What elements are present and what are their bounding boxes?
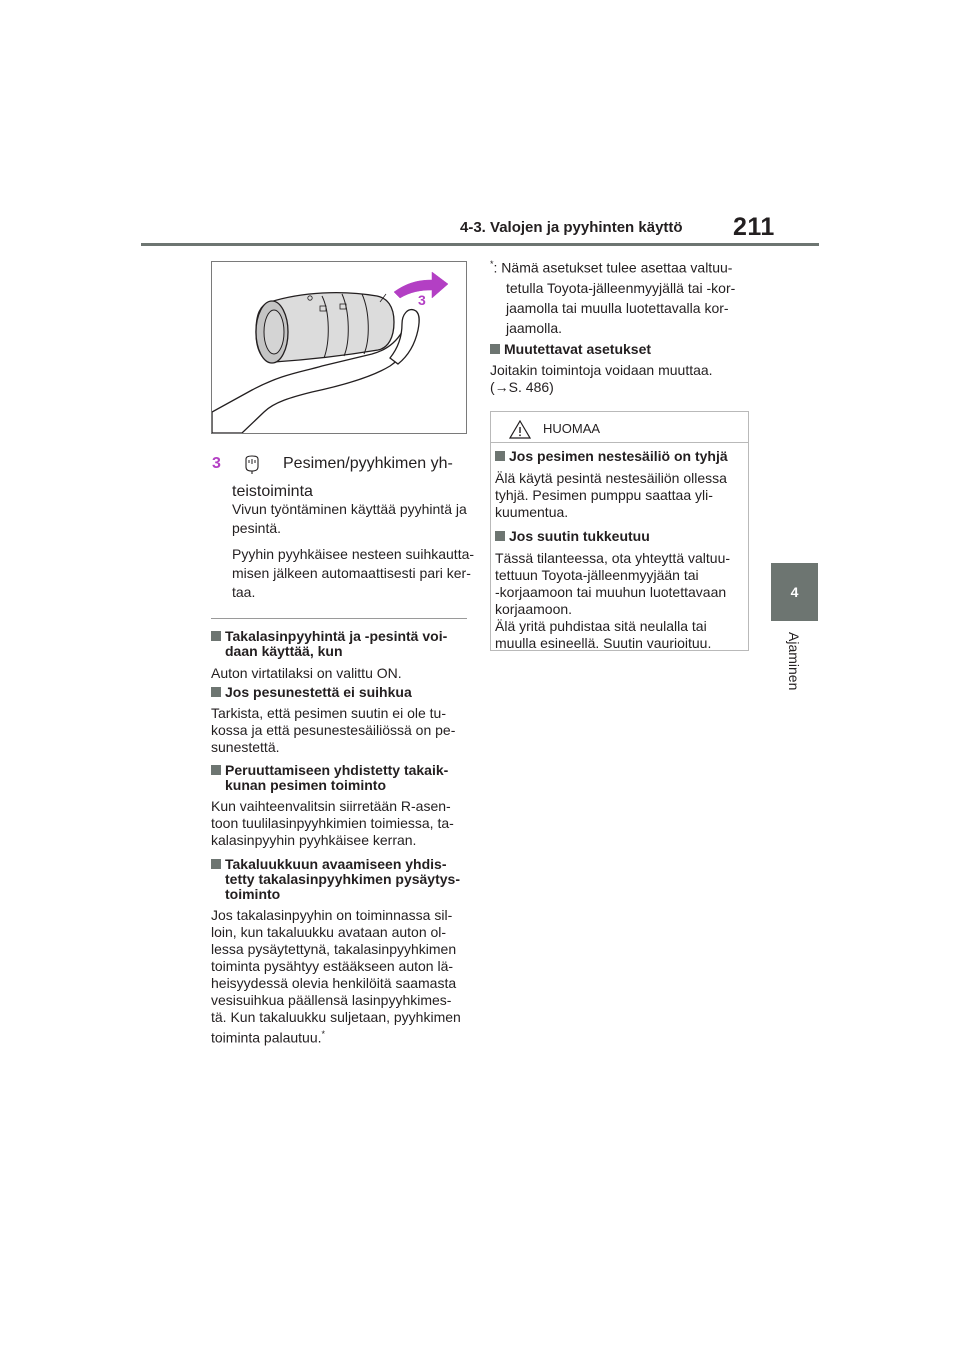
text-line: Tarkista, että pesimen suutin ei ole tu- [211,705,447,721]
item-number: 3 [212,455,221,472]
text-line: -korjaamoon tai muuhun luotettavaan [495,584,727,600]
section-divider [211,618,467,619]
text-line: Kun vaihteenvalitsin siirretään R-asen- [211,798,451,814]
section-heading: Takalasinpyyhintä ja -pesintä voi- daan käyttää, kun [211,629,473,659]
text-line: lessa pysäytettynä, takalasinpyyhkimen [211,941,457,957]
footnote-mark: * [321,1029,326,1039]
section-tailgate-wiper-stop [211,857,473,1047]
section-heading: Jos pesimen nestesäiliö on tyhjä [495,449,745,464]
text-line: Joitakin toimintoja voidaan muuttaa. [490,362,713,378]
text-line: toiminta palautuu.* [211,1029,326,1046]
text-line: tä. Kun takaluukku suljetaan, pyyhkimen [211,1009,461,1025]
chapter-tab[interactable] [771,563,818,621]
footnote-mark: * [490,259,494,269]
item-title-line1: Pesimen/pyyhkimen yh- [283,455,453,472]
text-line: kossa ja että pesunestesäiliössä on pe- [211,722,456,738]
page-reference-link[interactable]: (→S. 486) [490,379,554,395]
text-line: sunestettä. [211,739,280,755]
text-line: Pyyhin pyyhkäisee nesteen suihkautta- [232,546,475,562]
text-line: kalasinpyyhin pyyhkäisee kerran. [211,832,417,848]
section-heading: Jos pesunestettä ei suihkua [211,685,473,700]
section-customizable-settings [490,342,752,396]
text-line: loin, kun takaluukku avataan auton ol- [211,924,447,940]
text-line: heisyydessä olevia henkilöitä saamasta [211,975,457,991]
header-rule [141,243,819,246]
text-line: Auton virtatilaksi on valittu ON. [211,665,402,681]
text-line: pesintä. [232,520,282,536]
text-line: Älä käytä pesintä nestesäiliön ollessa [495,470,727,486]
section-rear-wash-conditions [211,629,473,682]
text-line: tettuun Toyota-jälleenmyyjään tai [495,567,699,583]
text-line: jaamolla tai muulla luotettavalla kor- [506,299,729,316]
text-line: Vivun työntäminen käyttää pyyhintä ja [232,501,467,517]
text-line: muulla esineellä. Suutin vaurioituu. [495,635,712,651]
text-line: taa. [232,584,256,600]
item-3-paragraph-2 [232,545,474,602]
section-heading: Takaluukkuun avaamiseen yhdis- tetty takalasinpyyhkimen pysäytys- toiminto [211,857,473,902]
text-line: tetulla Toyota-jälleenmyyjällä tai -kor- [506,279,736,296]
section-heading: Jos suutin tukkeutuu [495,529,745,544]
section-no-washer-fluid [211,685,473,756]
text-line: kuumentua. [495,504,569,520]
footnote [490,254,752,338]
page-number: 211 [733,213,775,241]
text-line: misen jälkeen automaattisesti pari ker- [232,565,471,581]
section-heading: Peruuttamiseen yhdistetty takaik- kunan pesimen toiminto [211,763,473,793]
text-line: toon tuulilasinpyyhkimien toimiessa, ta- [211,815,454,831]
item-3-paragraph-1 [232,500,467,538]
text-line: Tässä tilanteessa, ota yhteyttä valtuu- [495,550,731,566]
section-reverse-linked-wiper [211,763,473,849]
warning-triangle-icon [509,420,531,444]
text-line: toiminta pysähtyy estääkseen auton lä- [211,958,454,974]
item-title-line2: teistoiminta [232,483,313,500]
figure-callout: 3 [418,292,426,308]
text-line: vesisuihkua päällensä lasinpyyhkimes- [211,992,452,1008]
notice-section-empty-tank [495,449,745,521]
wiper-lever-figure [211,261,467,434]
text-line: *: Nämä asetukset tulee asettaa valtuu- [490,259,733,276]
notice-title: HUOMAA [543,421,601,436]
notice-section-nozzle-clogged [495,529,745,652]
text-line: tyhjä. Pesimen pumppu saattaa yli- [495,487,713,503]
notice-box [490,411,749,651]
text-line: korjaamoon. [495,601,573,617]
chapter-name: Ajaminen [786,632,802,691]
chapter-number: 4 [790,584,799,600]
section-title: 4-3. Valojen ja pyyhinten käyttö [460,219,683,236]
text-line: jaamolla. [506,319,563,336]
notice-divider [491,442,748,443]
text-line: Älä yritä puhdistaa sitä neulalla tai [495,618,707,634]
arrow-icon: → [494,379,509,395]
text-line: Jos takalasinpyyhin on toiminnassa sil- [211,907,453,923]
wiper-lever-illustration [212,262,466,433]
section-heading: Muutettavat asetukset [490,342,752,357]
